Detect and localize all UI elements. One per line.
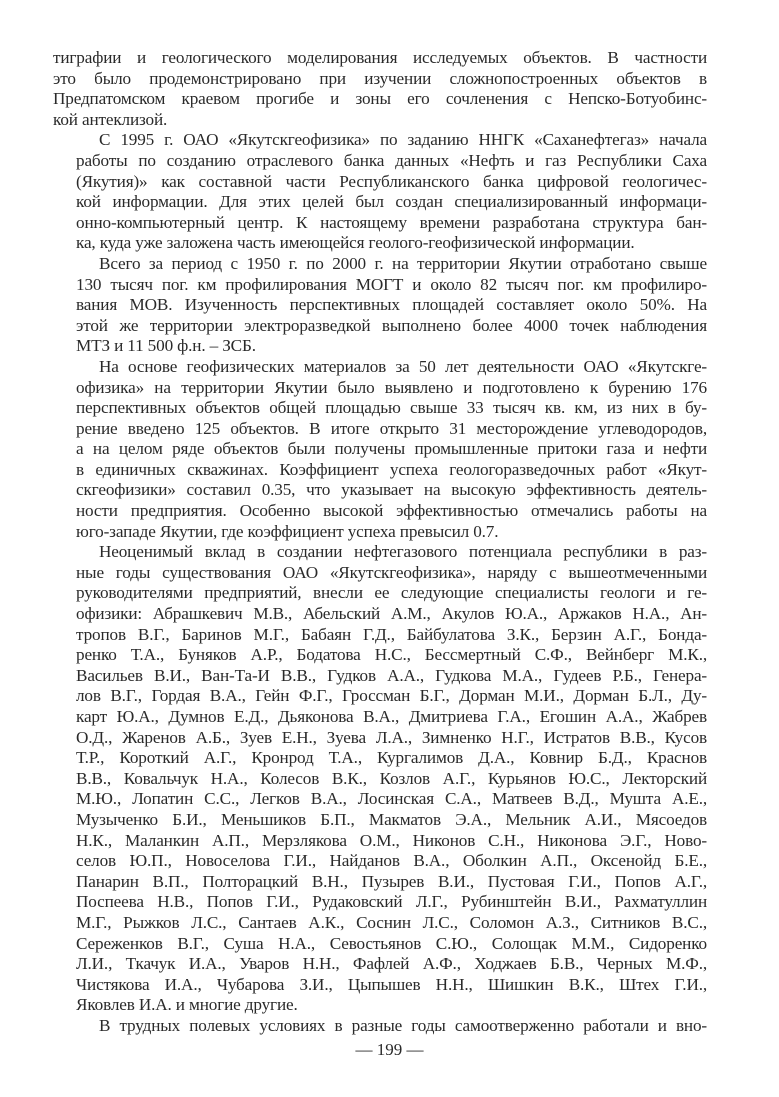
text-line: М.Ю., Лопатин С.С., Легков В.А., Лосинская С.А., Матвеев В.Д., Мушта А.Е., <box>76 789 707 809</box>
text-line: Сереженков В.Г., Суша Н.А., Севостьянов С.Ю., Солощак М.М., Сидоренко <box>76 933 707 953</box>
text-line: карт Ю.А., Думнов Е.Д., Дьяконова В.А., Дмитриева Г.А., Егошин А.А., Жабрев <box>76 707 707 726</box>
paragraph <box>53 130 707 254</box>
text-line: руководителями предприятий, внесли ее следующие специалисты геологи и ге- <box>76 583 707 603</box>
page-number: — 199 — <box>355 1040 424 1059</box>
text-line: скгеофизики» составил 0.35, что указывает на высокую эффективность деятель- <box>76 480 707 500</box>
text-line: работы по созданию отраслевого банка данных «Нефть и газ Республики Саха <box>76 150 707 170</box>
document-page <box>53 48 707 1037</box>
text-line: ренко Т.А., Буняков А.Р., Бодатова Н.С., Бессмертный С.Ф., Вейнберг М.К., <box>76 645 707 665</box>
text-line: тропов В.Г., Баринов М.Г., Бабаян Г.Д., Байбулатова З.К., Берзин А.Г., Бонда- <box>76 624 707 644</box>
paragraph <box>53 357 707 542</box>
text-line: Н.К., Маланкин А.П., Мерзлякова О.М., Никонов С.Н., Никонова Э.Г., Ново- <box>76 830 707 850</box>
text-line: (Якутия)» как составной части Республиканского банка цифровой геологичес- <box>76 171 707 191</box>
text-line: лов В.Г., Гордая В.А., Гейн Ф.Г., Гроссман Б.Г., Дорман М.И., Дорман Б.Л., Ду- <box>76 686 707 706</box>
text-line: М.Г., Рыжков Л.С., Сантаев А.К., Соснин Л.С., Соломон А.З., Ситников В.С., <box>76 912 707 932</box>
text-line: С 1995 г. ОАО «Якутскгеофизика» по заданию ННГК «Саханефтегаз» начала <box>99 130 707 150</box>
text-line: Музыченко Б.И., Меньшиков Б.П., Макматов Э.А., Мельник А.И., Мясоедов <box>76 809 707 829</box>
text-line: а на целом ряде объектов были получены промышленные притоки газа и нефти <box>76 439 707 459</box>
text-line: вания МОВ. Изученность перспективных площадей составляет около 50%. На <box>76 295 707 315</box>
text-line: тиграфии и геологического моделирования исследуемых объектов. В частности <box>53 48 707 67</box>
text-line: это было продемонстрировано при изучении сложнопостроенных объектов в <box>53 68 707 88</box>
text-line: МТЗ и 11 500 ф.н. – ЗСБ. <box>76 336 256 356</box>
text-line: этой же территории электроразведкой выполнено более 4000 точек наблюдения <box>76 315 707 335</box>
text-line: кой антеклизой. <box>53 109 168 129</box>
paragraph <box>53 1016 707 1037</box>
text-line: селов Ю.П., Новоселова Г.И., Найданов В.А., Оболкин А.П., Оксенойд Б.Е., <box>76 851 707 871</box>
text-line: рение введено 125 объектов. В итоге открыто 31 месторождение углеводородов, <box>76 418 707 438</box>
paragraph <box>53 48 707 130</box>
text-line: юго-западе Якутии, где коэффициент успеха превысил 0.7. <box>76 521 499 541</box>
text-line: Чистякова И.А., Чубарова З.И., Цыпышев Н.Н., Шишкин В.К., Штех Г.И., <box>76 974 707 994</box>
text-line: в единичных скважинах. Коэффициент успеха геологоразведочных работ «Якут- <box>76 459 707 479</box>
text-line: ка, куда уже заложена часть имеющейся геолого-геофизической информации. <box>76 233 635 253</box>
text-line: ные годы существования ОАО «Якутскгеофизика», наряду с вышеотмеченными <box>76 562 707 582</box>
text-line: Неоценимый вклад в создании нефтегазового потенциала республики в раз- <box>99 542 707 562</box>
text-line: перспективных объектов общей площадью свыше 33 тысяч кв. км, из них в бу- <box>76 398 707 418</box>
text-line: Панарин В.П., Полторацкий В.Н., Пузырев В.И., Пустовая Г.И., Попов А.Г., <box>76 871 707 891</box>
text-line: офизики: Абрашкевич М.В., Абельский А.М., Акулов Ю.А., Аржаков Н.А., Ан- <box>76 604 707 624</box>
paragraph <box>53 542 707 1016</box>
text-line: офизика» на территории Якутии было выявлено и подготовлено к бурению 176 <box>76 377 707 397</box>
text-line: Яковлев И.А. и многие другие. <box>76 995 298 1015</box>
text-line: 130 тысяч пог. км профилирования МОГТ и около 82 тысяч пог. км профилиро- <box>76 274 707 294</box>
text-line: Т.Р., Короткий А.Г., Кронрод Т.А., Кургалимов Д.А., Ковнир Б.Д., Краснов <box>76 748 707 768</box>
paragraph <box>53 254 707 357</box>
text-line: кой информации. Для этих целей был создан специализированный информаци- <box>76 192 707 212</box>
text-line: Васильев В.И., Ван-Та-И В.В., Гудков А.А., Гудкова М.А., Гудеев Р.Б., Генера- <box>76 665 707 685</box>
text-line: Поспеева Н.В., Попов Г.И., Рудаковский Л.Г., Рубинштейн В.И., Рахматуллин <box>76 892 707 912</box>
text-line: Предпатомском краевом прогибе и зоны его сочленения с Непско-Ботуобинс- <box>53 89 707 109</box>
text-line: В трудных полевых условиях в разные годы самоотверженно работали и вно- <box>99 1015 707 1035</box>
text-line: онно-компьютерный центр. К настоящему времени разработана структура бан- <box>76 212 707 232</box>
text-line: О.Д., Жаренов А.Б., Зуев Е.Н., Зуева Л.А., Зимненко Н.Г., Истратов В.В., Кусов <box>76 727 707 747</box>
text-line: ности предприятия. Особенно высокой эффективностью отмечались работы на <box>76 501 707 521</box>
text-line: Всего за период с 1950 г. по 2000 г. на территории Якутии отработано свыше <box>99 253 707 273</box>
text-line: На основе геофизических материалов за 50 лет деятельности ОАО «Якутскге- <box>99 356 707 376</box>
text-line: В.В., Ковальчук Н.А., Колесов В.К., Козлов А.Г., Курьянов Ю.С., Лекторский <box>76 768 707 788</box>
text-line: Л.И., Ткачук И.А., Уваров Н.Н., Фафлей А.Ф., Ходжаев Б.В., Черных М.Ф., <box>76 954 707 974</box>
